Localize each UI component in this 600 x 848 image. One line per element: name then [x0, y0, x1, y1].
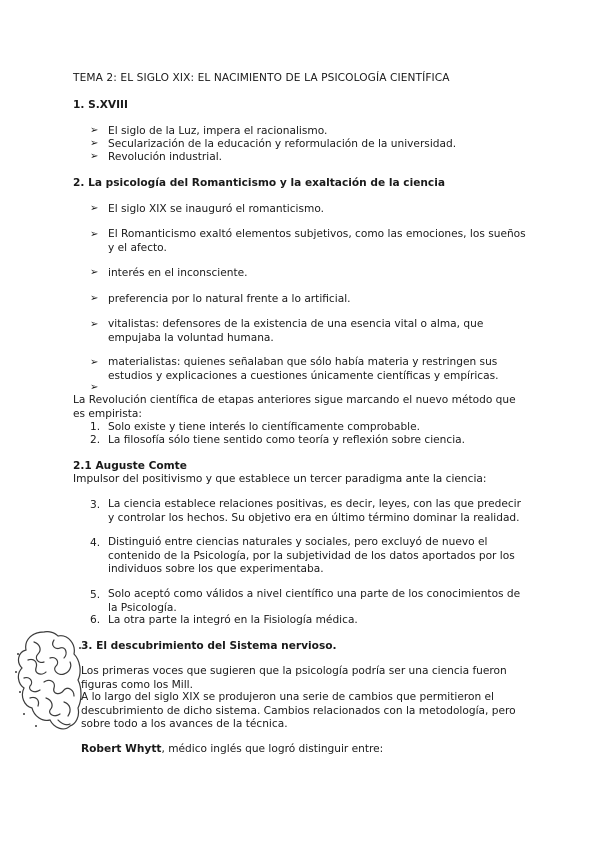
paragraph — [81, 743, 383, 755]
list-item: El siglo XIX se inauguró el romanticismo. — [108, 203, 324, 215]
list-item: preferencia por lo natural frente a lo artificial. — [108, 293, 351, 305]
bullet-arrow-icon: ➢ — [90, 229, 99, 240]
list-item: El Romanticismo exaltó elementos subjetivos, como las emociones, los sueños y el afecto. — [108, 228, 526, 254]
bullet-arrow-icon: ➢ — [90, 138, 99, 149]
section-heading: 2. La psicología del Romanticismo y la exaltación de la ciencia — [73, 177, 445, 189]
document-title: TEMA 2: EL SIGLO XIX: EL NACIMIENTO DE LA PSICOLOGÍA CIENTÍFICA — [73, 72, 450, 84]
list-number: 3. — [90, 499, 101, 511]
bullet-arrow-icon: ➢ — [90, 267, 99, 278]
numbered-item: La filosofía sólo tiene sentido como teoría y reflexión sobre ciencia. — [108, 434, 466, 446]
paragraph: La Revolución científica de etapas anteriores sigue marcando el nuevo método que es empirista: — [73, 394, 516, 420]
bullet-arrow-icon: ➢ — [90, 151, 99, 162]
numbered-item: Solo existe y tiene interés lo científicamente comprobable. — [108, 421, 420, 433]
bullet-arrow-icon: ➢ — [90, 357, 99, 368]
list-item: Revolución industrial. — [108, 151, 223, 163]
list-item: interés en el inconsciente. — [108, 267, 248, 279]
bullet-arrow-icon: ➢ — [90, 203, 99, 214]
paragraph: A lo largo del siglo XIX se produjeron una serie de cambios que permitieron el descubrimiento de dicho sistema. Cambios relacionados con la metodología, pero sobre todo a los avances de la técnica. — [81, 691, 516, 730]
list-item: vitalistas: defensores de la existencia de una esencia vital o alma, que empujaba la voluntad humana. — [108, 318, 484, 344]
paragraph: Impulsor del positivismo y que establece un tercer paradigma ante la ciencia: — [73, 473, 487, 485]
list-number: 1. — [90, 421, 101, 433]
numbered-item: La ciencia establece relaciones positivas, es decir, leyes, con las que predecir y controlar los hechos. Su objetivo era en último término dominar la realidad. — [108, 498, 521, 524]
list-number: 6. — [90, 614, 101, 626]
bullet-arrow-icon: ➢ — [90, 382, 99, 393]
numbered-item: La otra parte la integró en la Fisiología médica. — [108, 614, 358, 626]
list-item: materialistas: quienes señalaban que sólo había materia y restringen sus estudios y explicaciones a cuestiones únicamente científicas y empíricas. — [108, 356, 499, 382]
bullet-arrow-icon: ➢ — [90, 319, 99, 330]
list-number: 2. — [90, 434, 101, 446]
numbered-item: Distinguió entre ciencias naturales y sociales, pero excluyó de nuevo el contenido de la Psicología, por la subjetividad de los datos aportados por los individuos sobre los que experimentaba. — [108, 536, 515, 575]
section-heading: 1. S.XVIII — [73, 99, 128, 111]
list-number: 5. — [90, 589, 101, 601]
section-heading: 2.1 Auguste Comte — [73, 460, 187, 472]
numbered-item: Solo aceptó como válidos a nivel científico una parte de los conocimientos de la Psicología. — [108, 588, 521, 614]
paragraph: Los primeras voces que sugieren que la psicología podría ser una ciencia fueron figuras como los Mill. — [81, 665, 507, 691]
brain-illustration — [14, 628, 84, 736]
bullet-arrow-icon: ➢ — [90, 125, 99, 136]
section-heading: 3. El descubrimiento del Sistema nervioso. — [81, 640, 337, 652]
list-number: 4. — [90, 537, 101, 549]
person-name: Robert Whytt — [81, 743, 162, 755]
bullet-arrow-icon: ➢ — [90, 293, 99, 304]
list-item: El siglo de la Luz, impera el racionalismo. — [108, 125, 328, 137]
list-item: Secularización de la educación y reformulación de la universidad. — [108, 138, 457, 150]
paragraph-text: , médico inglés que logró distinguir entre: — [161, 743, 384, 755]
